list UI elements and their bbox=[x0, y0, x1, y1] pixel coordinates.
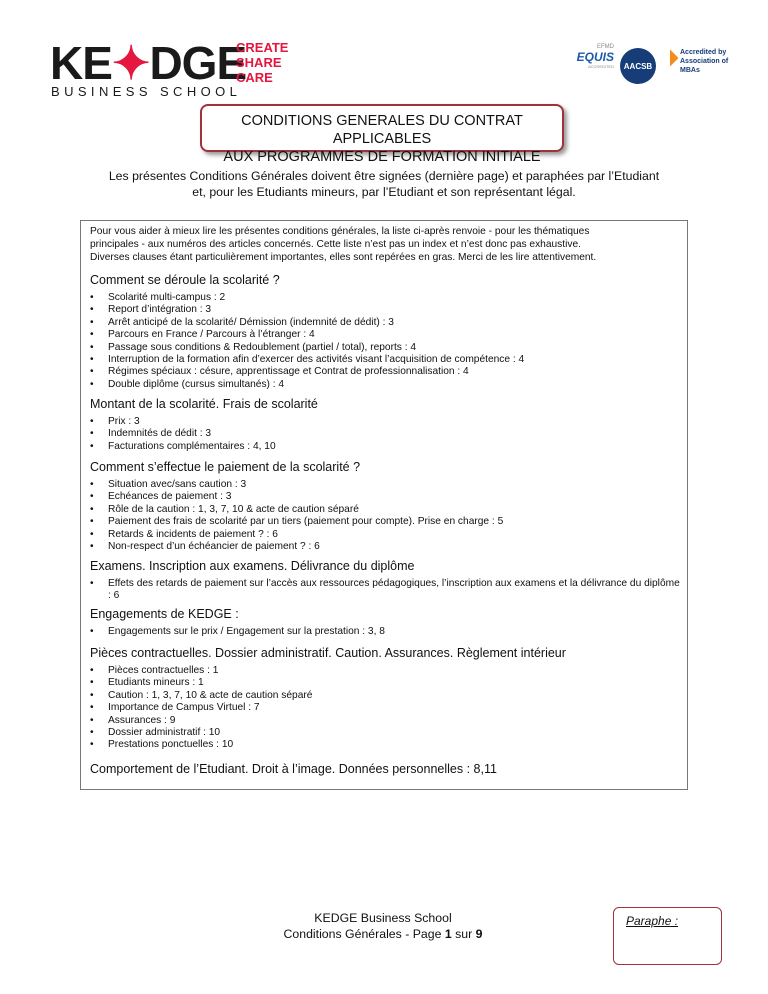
intro-paragraph: Les présentes Conditions Générales doivent être signées (dernière page) et paraphées par l’Etudiant et, pour les Etudiants mineurs, par l’Etudiant et son représentant légal. bbox=[108, 169, 660, 199]
equis-logo: EFMD EQUIS ACCREDITED bbox=[576, 44, 614, 69]
kedge-logo bbox=[50, 37, 320, 100]
section-comportement: Comportement de l’Etudiant. Droit à l’image. Données personnelles : 8,11 bbox=[90, 762, 497, 776]
list-item: • Prestations ponctuelles : 10 bbox=[90, 739, 680, 751]
section-engagements bbox=[90, 606, 680, 638]
list-item: • Retards & incidents de paiement ? : 6 bbox=[90, 529, 680, 541]
list-item: • Régimes spéciaux : césure, apprentissage et Contrat de professionnalisation : 4 bbox=[90, 366, 680, 378]
section-scolarite bbox=[90, 272, 680, 391]
list-item: • Double diplôme (cursus simultanés) : 4 bbox=[90, 379, 680, 391]
list-item: • Facturations complémentaires : 4, 10 bbox=[90, 441, 680, 453]
list-item: • Report d’intégration : 3 bbox=[90, 304, 680, 316]
logo-star-icon: ✦ bbox=[111, 37, 150, 89]
amba-logo: Accredited by Association of MBAs bbox=[664, 48, 734, 84]
list-item: • Interruption de la formation afin d’exercer des activités visant l’acquisition de compétence : 4 bbox=[90, 354, 680, 366]
list-item: • Non-respect d’un échéancier de paiement ? : 6 bbox=[90, 541, 680, 553]
page-footer: KEDGE Business School Conditions Générales - Page 1 sur 9 bbox=[283, 911, 483, 941]
section-heading: Montant de la scolarité. Frais de scolarité bbox=[90, 397, 318, 411]
paraphe-box: Paraphe : bbox=[613, 907, 722, 965]
section-paiement bbox=[90, 459, 680, 553]
list-item: • Importance de Campus Virtuel : 7 bbox=[90, 702, 680, 714]
page-number: 1 bbox=[444, 927, 452, 941]
section-heading: Comment se déroule la scolarité ? bbox=[90, 273, 280, 287]
section-heading: Engagements de KEDGE : bbox=[90, 607, 239, 621]
list-item: • Effets des retards de paiement sur l’accès aux ressources pédagogiques, l’inscription aux examens et la délivrance du diplôme : 6 bbox=[90, 578, 680, 603]
aacsb-logo: AACSB bbox=[620, 48, 656, 84]
list-item: • Passage sous conditions & Redoublement (partiel / total), reports : 4 bbox=[90, 342, 680, 354]
logo-subtitle: BUSINESS SCHOOL bbox=[51, 84, 242, 99]
list-item: • Caution : 1, 3, 7, 10 & acte de caution séparé bbox=[90, 690, 680, 702]
section-pieces bbox=[90, 645, 680, 752]
logo-tagline: CREATE SHARE CARE bbox=[236, 40, 289, 85]
list-item: • Arrêt anticipé de la scolarité/ Démission (indemnité de dédit) : 3 bbox=[90, 317, 680, 329]
summary-intro: Pour vous aider à mieux lire les présentes conditions générales, la liste ci-après renvoie - pour les thématiques principales - aux numéros des articles concernés. Cette liste n’est pas un index et n’est donc pas exhaustive. Diverses clauses étant particulièrement importantes, elles sont repérées en gras. Merci de les lire attentivement. bbox=[90, 226, 597, 263]
list-item: • Paiement des frais de scolarité par un tiers (paiement pour compte). Prise en charge : 5 bbox=[90, 516, 680, 528]
section-examens bbox=[90, 558, 680, 603]
page-total: 9 bbox=[475, 927, 483, 941]
list-item: • Dossier administratif : 10 bbox=[90, 727, 680, 739]
list-item: • Parcours en France / Parcours à l’étranger : 4 bbox=[90, 329, 680, 341]
list-item: • Engagements sur le prix / Engagement sur la prestation : 3, 8 bbox=[90, 626, 680, 638]
section-heading: Comment s’effectue le paiement de la scolarité ? bbox=[90, 460, 361, 474]
list-item: • Situation avec/sans caution : 3 bbox=[90, 479, 680, 491]
list-item: • Prix : 3 bbox=[90, 416, 680, 428]
section-montant bbox=[90, 396, 680, 453]
section-heading: Examens. Inscription aux examens. Délivrance du diplôme bbox=[90, 559, 415, 573]
list-item: • Echéances de paiement : 3 bbox=[90, 491, 680, 503]
list-item: • Etudiants mineurs : 1 bbox=[90, 677, 680, 689]
list-item: • Scolarité multi-campus : 2 bbox=[90, 292, 680, 304]
list-item: • Indemnités de dédit : 3 bbox=[90, 428, 680, 440]
document-title: CONDITIONS GENERALES DU CONTRAT APPLICABLES AUX PROGRAMMES DE FORMATION INITIALE bbox=[200, 104, 564, 152]
list-item: • Assurances : 9 bbox=[90, 715, 680, 727]
list-item: • Pièces contractuelles : 1 bbox=[90, 665, 680, 677]
logo-wordmark: KE✦DGE bbox=[50, 37, 247, 89]
section-heading: Pièces contractuelles. Dossier administratif. Caution. Assurances. Règlement intérieur bbox=[90, 646, 566, 660]
list-item: • Rôle de la caution : 1, 3, 7, 10 & acte de caution séparé bbox=[90, 504, 680, 516]
